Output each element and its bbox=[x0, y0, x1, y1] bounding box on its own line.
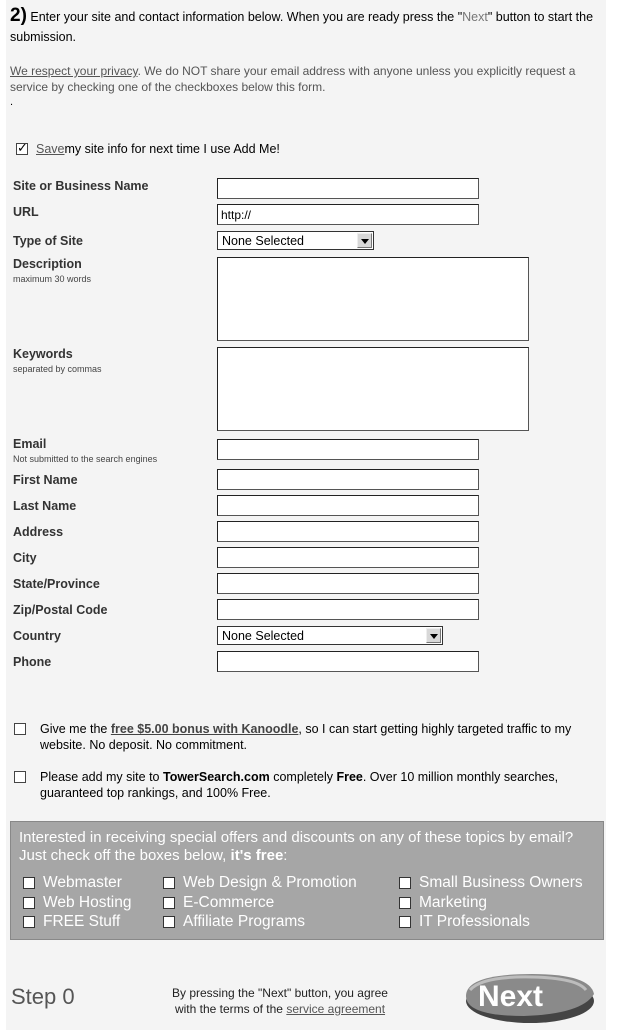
topic-label: Webmaster bbox=[43, 874, 122, 891]
phone-label: Phone bbox=[13, 655, 52, 669]
url-input[interactable] bbox=[217, 204, 479, 225]
save-info-checkbox[interactable] bbox=[16, 143, 28, 155]
privacy-link[interactable]: We respect your privacy bbox=[10, 64, 138, 78]
topic-checkbox[interactable] bbox=[23, 877, 35, 889]
first-name-input[interactable] bbox=[217, 469, 479, 490]
address-input[interactable] bbox=[217, 521, 479, 542]
towersearch-free: Free bbox=[336, 770, 363, 784]
topic-label: FREE Stuff bbox=[43, 913, 121, 930]
site-name-label: Site or Business Name bbox=[13, 179, 149, 193]
towersearch-checkbox[interactable] bbox=[14, 771, 26, 783]
agreement-notice bbox=[150, 985, 410, 1017]
phone-input[interactable] bbox=[217, 651, 479, 672]
towersearch-mid: completely bbox=[269, 770, 337, 784]
kanoodle-link[interactable]: free $5.00 bonus with Kanoodle bbox=[110, 722, 299, 736]
zip-input[interactable] bbox=[217, 599, 479, 620]
city-input[interactable] bbox=[217, 547, 479, 568]
topic-label: Small Business Owners bbox=[419, 874, 583, 891]
kanoodle-pre: Give me the bbox=[40, 722, 111, 736]
description-textarea[interactable] bbox=[217, 257, 529, 341]
dropdown-arrow-icon[interactable] bbox=[426, 628, 441, 643]
topic-label: E-Commerce bbox=[183, 894, 275, 911]
topic-checkbox[interactable] bbox=[23, 916, 35, 928]
site-name-input[interactable] bbox=[217, 178, 479, 199]
topic-webmaster[interactable] bbox=[23, 874, 122, 892]
topic-checkbox[interactable] bbox=[163, 877, 175, 889]
save-info-row bbox=[16, 142, 280, 156]
topic-web-design[interactable] bbox=[163, 874, 357, 892]
topic-affiliate[interactable] bbox=[163, 913, 305, 931]
topic-marketing[interactable] bbox=[399, 894, 487, 912]
stray-dot: . bbox=[10, 96, 14, 108]
topic-checkbox[interactable] bbox=[23, 897, 35, 909]
keywords-textarea[interactable] bbox=[217, 347, 529, 431]
privacy-notice bbox=[10, 63, 602, 95]
topic-label: Affiliate Programs bbox=[183, 913, 306, 930]
kanoodle-post: , so I can start getting highly targeted traffic to my website. No deposit. No commitment. bbox=[40, 722, 572, 752]
next-button-label: Next bbox=[478, 980, 544, 1013]
description-label: Description bbox=[13, 257, 82, 271]
privacy-text: . We do NOT share your email address with anyone unless you explicitly request a service by checking one of the checkboxes below this form. bbox=[10, 64, 576, 94]
towersearch-pre: Please add my site to bbox=[40, 770, 163, 784]
save-text: my site info for next time I use Add Me! bbox=[64, 142, 280, 156]
intro-next-word: Next bbox=[462, 10, 488, 24]
step-number: 2) bbox=[10, 5, 27, 26]
email-hint: Not submitted to the search engines bbox=[13, 454, 158, 464]
email-input[interactable] bbox=[217, 439, 479, 460]
site-type-label: Type of Site bbox=[13, 234, 83, 248]
towersearch-offer-text bbox=[40, 769, 602, 801]
agreement-line1: By pressing the "Next" button, you agree bbox=[172, 986, 388, 1000]
kanoodle-offer-text bbox=[40, 721, 602, 753]
step-indicator: Step 0 bbox=[11, 984, 75, 1009]
zip-label: Zip/Postal Code bbox=[13, 603, 108, 617]
kanoodle-checkbox[interactable] bbox=[14, 723, 26, 735]
intro-text-after: " button to start the submission. bbox=[10, 10, 594, 44]
site-type-select[interactable] bbox=[217, 231, 374, 250]
last-name-input[interactable] bbox=[217, 495, 479, 516]
intro-text-before: Enter your site and contact information below. When you are ready press the " bbox=[26, 10, 463, 24]
special-offers-heading bbox=[19, 829, 599, 865]
intro-instructions bbox=[10, 6, 602, 47]
topic-label: Web Hosting bbox=[43, 894, 132, 911]
topic-checkbox[interactable] bbox=[399, 877, 411, 889]
last-name-label: Last Name bbox=[13, 499, 77, 513]
special-offers-line2-pre: Just check off the boxes below, bbox=[19, 847, 231, 864]
url-label: URL bbox=[13, 205, 39, 219]
site-type-selected: None Selected bbox=[222, 233, 305, 248]
state-label: State/Province bbox=[13, 577, 100, 591]
towersearch-brand: TowerSearch.com bbox=[162, 770, 270, 784]
topic-checkbox[interactable] bbox=[163, 897, 175, 909]
service-agreement-link[interactable]: service agreement bbox=[286, 1002, 386, 1016]
email-label: Email bbox=[13, 437, 47, 451]
country-select[interactable] bbox=[217, 626, 443, 645]
state-input[interactable] bbox=[217, 573, 479, 594]
towersearch-post: . Over 10 million monthly searches, guaranteed top rankings, and 100% Free. bbox=[40, 770, 559, 800]
topic-checkbox[interactable] bbox=[399, 897, 411, 909]
topic-label: Marketing bbox=[419, 894, 488, 911]
description-hint: maximum 30 words bbox=[13, 274, 92, 284]
topic-checkbox[interactable] bbox=[399, 916, 411, 928]
address-label: Address bbox=[13, 525, 64, 539]
dropdown-arrow-icon[interactable] bbox=[357, 233, 372, 248]
topic-small-business[interactable] bbox=[399, 874, 583, 892]
topic-label: IT Professionals bbox=[419, 913, 530, 930]
topic-it-professionals[interactable] bbox=[399, 913, 530, 931]
city-label: City bbox=[13, 551, 37, 565]
country-label: Country bbox=[13, 629, 61, 643]
next-button[interactable] bbox=[462, 966, 598, 1028]
first-name-label: First Name bbox=[13, 473, 78, 487]
save-link[interactable]: Save bbox=[36, 142, 65, 156]
topic-ecommerce[interactable] bbox=[163, 894, 274, 912]
agreement-line2: with the terms of the bbox=[174, 1002, 287, 1016]
keywords-hint: separated by commas bbox=[13, 364, 102, 374]
special-offers-panel bbox=[10, 821, 604, 940]
country-selected: None Selected bbox=[222, 628, 305, 643]
special-offers-line2-bold: it's free bbox=[230, 847, 284, 864]
special-offers-line2-post: : bbox=[283, 847, 288, 864]
topic-label: Web Design & Promotion bbox=[183, 874, 357, 891]
topic-checkbox[interactable] bbox=[163, 916, 175, 928]
special-offers-line1: Interested in receiving special offers and discounts on any of these topics by email? bbox=[19, 829, 574, 846]
topic-web-hosting[interactable] bbox=[23, 894, 131, 912]
keywords-label: Keywords bbox=[13, 347, 73, 361]
topic-free-stuff[interactable] bbox=[23, 913, 120, 931]
